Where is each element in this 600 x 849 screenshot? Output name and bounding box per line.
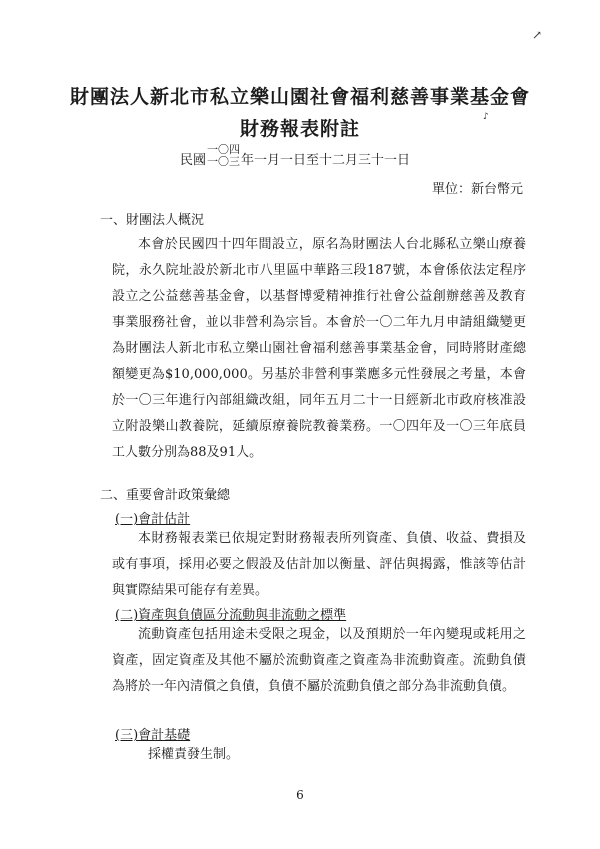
- section-heading-overview: 一、財團法人概況: [100, 213, 205, 228]
- section-heading-policies: 二、重要會計政策彙總: [100, 488, 231, 503]
- document-title: 財團法人新北市私立樂山園社會福利慈善事業基金會: [69, 86, 530, 108]
- estimates-paragraph: 本財務報表業已依規定對財務報表所列資產、負債、收益、費損及或有事項，採用必要之假設及估計加以衡量、評估與揭露，惟該等估計與實際結果可能存有差異。: [112, 531, 526, 598]
- year-stack: [207, 144, 240, 168]
- subheading-estimates: (一)會計估計: [115, 512, 191, 527]
- page-number: 6: [296, 788, 304, 802]
- subheading-classification: (二)資產與負債區分流動與非流動之標準: [115, 608, 347, 623]
- reporting-period: [180, 140, 410, 168]
- scan-mark: ↗: [532, 28, 543, 42]
- classification-paragraph: 流動資產包括用途未受限之現金，以及預期於一年內變現或耗用之資產，固定資產及其他不屬於流動資產之資產為非流動資產。流動負債為將於一年內清償之負債，負債不屬於流動負債之部分為非流動負債。: [112, 627, 526, 694]
- period-suffix: 年一月一日至十二月三十一日: [241, 153, 411, 168]
- document-subtitle: 財務報表附註: [239, 118, 360, 140]
- period-prefix: 民國: [180, 153, 207, 168]
- currency-unit: 單位：新台幣元: [432, 182, 524, 197]
- year-bottom: 一〇三: [207, 155, 241, 168]
- scan-mark: ♪: [483, 112, 489, 122]
- year-top: 一〇四: [207, 143, 241, 156]
- subheading-accounting-basis: (三)會計基礎: [115, 728, 191, 743]
- accounting-basis-paragraph: 採權責發生制。: [148, 747, 240, 762]
- overview-paragraph: 本會於民國四十四年間設立，原名為財團法人台北縣私立樂山療養院，永久院址設於新北市八里區中華路三段187號，本會係依法定程序設立之公益慈善基金會，以基督博愛精神推行社會公益創辦慈善及教育事業服務社會，並以非營利為宗旨。本會於一〇二年九月申請組織變更為財團法人新北市私立樂山園社會福利慈善事業基金會，同時將財產總額變更為$10,000,000。另基於非營利事業應多元性發展之考量，本會於一〇三年進行內部組織改組，同年五月二十一日經新北市政府核准設立附設樂山教養院，延續原療養院教養業務。一〇四年及一〇三年底員工人數分別為88及91人。: [112, 237, 526, 460]
